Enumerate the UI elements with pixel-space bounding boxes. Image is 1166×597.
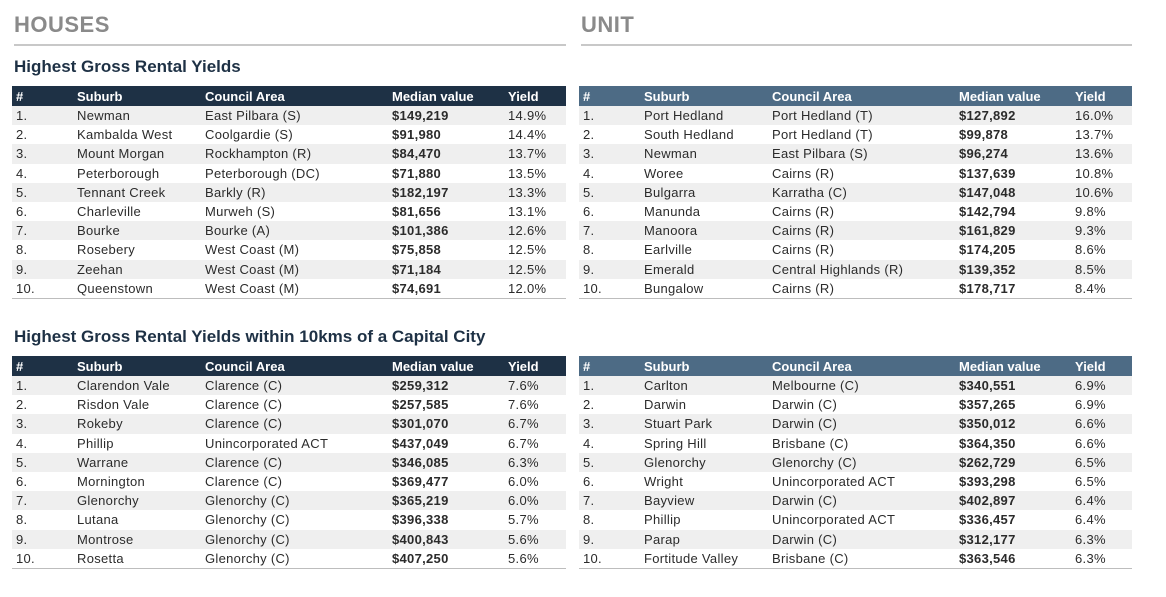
cell-median-value: $139,352 (955, 260, 1071, 279)
cell-council-area: Glenorchy (C) (768, 453, 955, 472)
cell-suburb: Rosebery (73, 240, 201, 259)
header-rank: # (12, 86, 73, 106)
houses-divider (14, 44, 566, 46)
table-row (12, 434, 566, 453)
cell-yield: 12.6% (504, 221, 566, 240)
cell-council-area: West Coast (M) (201, 260, 388, 279)
cell-median-value: $346,085 (388, 453, 504, 472)
table-header-row (579, 356, 1132, 376)
table-row (12, 453, 566, 472)
cell-council-area: Unincorporated ACT (768, 510, 955, 529)
table-row (579, 376, 1132, 395)
cell-rank: 10. (12, 279, 73, 299)
header-rank: # (12, 356, 73, 376)
cell-yield: 6.5% (1071, 453, 1132, 472)
cell-median-value: $357,265 (955, 395, 1071, 414)
cell-yield: 6.3% (504, 453, 566, 472)
units-capital-yields-table (579, 356, 1132, 569)
cell-yield: 6.6% (1071, 434, 1132, 453)
cell-rank: 9. (12, 530, 73, 549)
section-title-capital-city-yields: Highest Gross Rental Yields within 10kms of a Capital City (14, 327, 486, 346)
cell-rank: 4. (12, 164, 73, 183)
cell-council-area: Darwin (C) (768, 395, 955, 414)
cell-council-area: Darwin (C) (768, 491, 955, 510)
cell-suburb: Phillip (73, 434, 201, 453)
cell-yield: 13.6% (1071, 144, 1132, 163)
cell-median-value: $400,843 (388, 530, 504, 549)
houses-yields-table (12, 86, 566, 299)
cell-council-area: Glenorchy (C) (201, 491, 388, 510)
cell-yield: 6.3% (1071, 530, 1132, 549)
table-row (12, 549, 566, 569)
table-row (579, 549, 1132, 569)
cell-council-area: East Pilbara (S) (768, 144, 955, 163)
cell-suburb: Newman (73, 106, 201, 125)
cell-council-area: Brisbane (C) (768, 434, 955, 453)
header-yield: Yield (504, 356, 566, 376)
cell-yield: 6.6% (1071, 414, 1132, 433)
table-row (579, 125, 1132, 144)
table-row (12, 125, 566, 144)
cell-rank: 8. (579, 510, 640, 529)
cell-suburb: Glenorchy (73, 491, 201, 510)
table-row (12, 202, 566, 221)
table-row (12, 530, 566, 549)
header-yield: Yield (1071, 356, 1132, 376)
cell-council-area: Cairns (R) (768, 279, 955, 299)
unit-heading: UNIT (581, 12, 635, 37)
table-row (579, 279, 1132, 299)
cell-council-area: Brisbane (C) (768, 549, 955, 569)
header-council-area: Council Area (768, 356, 955, 376)
table-row (12, 376, 566, 395)
cell-median-value: $96,274 (955, 144, 1071, 163)
cell-median-value: $393,298 (955, 472, 1071, 491)
cell-rank: 5. (12, 453, 73, 472)
cell-yield: 7.6% (504, 376, 566, 395)
cell-suburb: Peterborough (73, 164, 201, 183)
cell-yield: 13.7% (1071, 125, 1132, 144)
cell-rank: 6. (12, 472, 73, 491)
cell-rank: 5. (579, 453, 640, 472)
cell-yield: 16.0% (1071, 106, 1132, 125)
cell-council-area: Darwin (C) (768, 530, 955, 549)
cell-yield: 8.5% (1071, 260, 1132, 279)
cell-median-value: $336,457 (955, 510, 1071, 529)
cell-suburb: Earlville (640, 240, 768, 259)
header-median-value: Median value (388, 86, 504, 106)
cell-median-value: $174,205 (955, 240, 1071, 259)
cell-yield: 5.6% (504, 530, 566, 549)
cell-suburb: Woree (640, 164, 768, 183)
table-row (12, 472, 566, 491)
header-median-value: Median value (388, 356, 504, 376)
table-row (579, 164, 1132, 183)
cell-council-area: Glenorchy (C) (201, 530, 388, 549)
header-yield: Yield (504, 86, 566, 106)
cell-median-value: $301,070 (388, 414, 504, 433)
table-row (579, 260, 1132, 279)
cell-suburb: Glenorchy (640, 453, 768, 472)
cell-median-value: $312,177 (955, 530, 1071, 549)
cell-rank: 8. (579, 240, 640, 259)
table-row (579, 221, 1132, 240)
cell-council-area: Port Hedland (T) (768, 106, 955, 125)
table-row (12, 414, 566, 433)
table-row (579, 510, 1132, 529)
cell-council-area: Central Highlands (R) (768, 260, 955, 279)
cell-yield: 8.4% (1071, 279, 1132, 299)
cell-council-area: Clarence (C) (201, 376, 388, 395)
cell-suburb: Rokeby (73, 414, 201, 433)
cell-suburb: South Hedland (640, 125, 768, 144)
cell-yield: 6.7% (504, 414, 566, 433)
cell-council-area: Darwin (C) (768, 414, 955, 433)
cell-median-value: $396,338 (388, 510, 504, 529)
cell-median-value: $142,794 (955, 202, 1071, 221)
cell-suburb: Charleville (73, 202, 201, 221)
cell-yield: 12.5% (504, 260, 566, 279)
table-row (12, 183, 566, 202)
table-row (579, 202, 1132, 221)
cell-median-value: $350,012 (955, 414, 1071, 433)
cell-median-value: $369,477 (388, 472, 504, 491)
cell-suburb: Port Hedland (640, 106, 768, 125)
cell-suburb: Parap (640, 530, 768, 549)
cell-median-value: $101,386 (388, 221, 504, 240)
cell-suburb: Wright (640, 472, 768, 491)
cell-council-area: Clarence (C) (201, 414, 388, 433)
cell-median-value: $178,717 (955, 279, 1071, 299)
cell-yield: 13.7% (504, 144, 566, 163)
cell-median-value: $257,585 (388, 395, 504, 414)
cell-yield: 9.3% (1071, 221, 1132, 240)
cell-council-area: East Pilbara (S) (201, 106, 388, 125)
cell-rank: 2. (579, 395, 640, 414)
table-row (579, 472, 1132, 491)
cell-council-area: Bourke (A) (201, 221, 388, 240)
cell-rank: 9. (579, 260, 640, 279)
cell-yield: 6.4% (1071, 491, 1132, 510)
table-row (12, 221, 566, 240)
table-row (579, 395, 1132, 414)
cell-suburb: Zeehan (73, 260, 201, 279)
cell-rank: 7. (579, 491, 640, 510)
cell-rank: 2. (12, 395, 73, 414)
table-header-row (12, 356, 566, 376)
table-header-row (12, 86, 566, 106)
cell-rank: 10. (579, 279, 640, 299)
cell-rank: 2. (12, 125, 73, 144)
cell-rank: 8. (12, 240, 73, 259)
cell-rank: 4. (579, 434, 640, 453)
cell-rank: 5. (579, 183, 640, 202)
cell-yield: 7.6% (504, 395, 566, 414)
header-suburb: Suburb (73, 356, 201, 376)
cell-yield: 6.3% (1071, 549, 1132, 569)
cell-yield: 5.6% (504, 549, 566, 569)
cell-median-value: $407,250 (388, 549, 504, 569)
cell-rank: 4. (12, 434, 73, 453)
cell-rank: 5. (12, 183, 73, 202)
cell-median-value: $437,049 (388, 434, 504, 453)
cell-rank: 8. (12, 510, 73, 529)
cell-yield: 14.4% (504, 125, 566, 144)
cell-yield: 9.8% (1071, 202, 1132, 221)
table-row (12, 144, 566, 163)
cell-rank: 10. (579, 549, 640, 569)
cell-council-area: Cairns (R) (768, 202, 955, 221)
cell-suburb: Queenstown (73, 279, 201, 299)
cell-rank: 10. (12, 549, 73, 569)
cell-council-area: Murweh (S) (201, 202, 388, 221)
table-row (12, 510, 566, 529)
header-suburb: Suburb (640, 356, 768, 376)
cell-suburb: Bourke (73, 221, 201, 240)
cell-median-value: $137,639 (955, 164, 1071, 183)
header-rank: # (579, 356, 640, 376)
cell-suburb: Spring Hill (640, 434, 768, 453)
cell-median-value: $365,219 (388, 491, 504, 510)
cell-suburb: Mount Morgan (73, 144, 201, 163)
houses-capital-yields-table (12, 356, 566, 569)
cell-rank: 7. (12, 491, 73, 510)
cell-median-value: $262,729 (955, 453, 1071, 472)
cell-median-value: $182,197 (388, 183, 504, 202)
table-row (579, 453, 1132, 472)
cell-yield: 10.8% (1071, 164, 1132, 183)
cell-yield: 10.6% (1071, 183, 1132, 202)
cell-yield: 12.5% (504, 240, 566, 259)
cell-suburb: Tennant Creek (73, 183, 201, 202)
cell-rank: 9. (12, 260, 73, 279)
cell-rank: 6. (579, 202, 640, 221)
cell-suburb: Rosetta (73, 549, 201, 569)
cell-median-value: $75,858 (388, 240, 504, 259)
table-row (12, 395, 566, 414)
table-row (12, 279, 566, 299)
cell-council-area: Unincorporated ACT (201, 434, 388, 453)
cell-median-value: $402,897 (955, 491, 1071, 510)
table-row (579, 491, 1132, 510)
cell-suburb: Newman (640, 144, 768, 163)
cell-suburb: Emerald (640, 260, 768, 279)
cell-suburb: Montrose (73, 530, 201, 549)
cell-council-area: West Coast (M) (201, 240, 388, 259)
cell-suburb: Manoora (640, 221, 768, 240)
table-row (579, 106, 1132, 125)
cell-yield: 13.1% (504, 202, 566, 221)
cell-council-area: Port Hedland (T) (768, 125, 955, 144)
cell-median-value: $259,312 (388, 376, 504, 395)
cell-median-value: $91,980 (388, 125, 504, 144)
houses-heading: HOUSES (14, 12, 110, 37)
cell-council-area: Coolgardie (S) (201, 125, 388, 144)
cell-suburb: Stuart Park (640, 414, 768, 433)
cell-suburb: Manunda (640, 202, 768, 221)
table-row (12, 240, 566, 259)
cell-rank: 6. (12, 202, 73, 221)
cell-council-area: Unincorporated ACT (768, 472, 955, 491)
cell-yield: 6.9% (1071, 376, 1132, 395)
unit-divider (581, 44, 1132, 46)
table-row (579, 530, 1132, 549)
cell-rank: 3. (12, 414, 73, 433)
cell-yield: 6.5% (1071, 472, 1132, 491)
cell-suburb: Risdon Vale (73, 395, 201, 414)
table-row (579, 434, 1132, 453)
cell-median-value: $71,184 (388, 260, 504, 279)
header-council-area: Council Area (768, 86, 955, 106)
table-row (12, 164, 566, 183)
cell-rank: 7. (12, 221, 73, 240)
cell-yield: 6.0% (504, 491, 566, 510)
cell-suburb: Fortitude Valley (640, 549, 768, 569)
cell-council-area: Cairns (R) (768, 221, 955, 240)
cell-yield: 6.0% (504, 472, 566, 491)
header-suburb: Suburb (640, 86, 768, 106)
cell-rank: 4. (579, 164, 640, 183)
table-row (12, 260, 566, 279)
table-header-row (579, 86, 1132, 106)
cell-council-area: Cairns (R) (768, 240, 955, 259)
cell-yield: 6.4% (1071, 510, 1132, 529)
cell-council-area: Karratha (C) (768, 183, 955, 202)
cell-suburb: Darwin (640, 395, 768, 414)
cell-suburb: Mornington (73, 472, 201, 491)
cell-median-value: $99,878 (955, 125, 1071, 144)
cell-median-value: $74,691 (388, 279, 504, 299)
cell-median-value: $364,350 (955, 434, 1071, 453)
cell-suburb: Bulgarra (640, 183, 768, 202)
cell-suburb: Phillip (640, 510, 768, 529)
cell-rank: 9. (579, 530, 640, 549)
cell-rank: 1. (12, 376, 73, 395)
cell-council-area: Clarence (C) (201, 453, 388, 472)
cell-median-value: $363,546 (955, 549, 1071, 569)
cell-council-area: Clarence (C) (201, 472, 388, 491)
section-title-highest-yields: Highest Gross Rental Yields (14, 57, 241, 76)
table-row (579, 240, 1132, 259)
cell-suburb: Warrane (73, 453, 201, 472)
table-row (579, 144, 1132, 163)
cell-council-area: Glenorchy (C) (201, 510, 388, 529)
cell-rank: 3. (579, 144, 640, 163)
cell-yield: 14.9% (504, 106, 566, 125)
header-rank: # (579, 86, 640, 106)
cell-median-value: $71,880 (388, 164, 504, 183)
units-yields-table (579, 86, 1132, 299)
cell-rank: 3. (579, 414, 640, 433)
cell-council-area: West Coast (M) (201, 279, 388, 299)
cell-yield: 13.5% (504, 164, 566, 183)
header-median-value: Median value (955, 86, 1071, 106)
cell-suburb: Clarendon Vale (73, 376, 201, 395)
cell-suburb: Kambalda West (73, 125, 201, 144)
table-row (12, 491, 566, 510)
cell-council-area: Peterborough (DC) (201, 164, 388, 183)
cell-median-value: $149,219 (388, 106, 504, 125)
cell-rank: 6. (579, 472, 640, 491)
cell-median-value: $161,829 (955, 221, 1071, 240)
cell-yield: 8.6% (1071, 240, 1132, 259)
table-row (579, 414, 1132, 433)
cell-yield: 13.3% (504, 183, 566, 202)
cell-yield: 12.0% (504, 279, 566, 299)
cell-rank: 7. (579, 221, 640, 240)
cell-rank: 1. (579, 106, 640, 125)
cell-median-value: $340,551 (955, 376, 1071, 395)
cell-council-area: Barkly (R) (201, 183, 388, 202)
cell-rank: 1. (579, 376, 640, 395)
cell-rank: 3. (12, 144, 73, 163)
cell-council-area: Glenorchy (C) (201, 549, 388, 569)
cell-median-value: $147,048 (955, 183, 1071, 202)
header-suburb: Suburb (73, 86, 201, 106)
header-council-area: Council Area (201, 86, 388, 106)
cell-median-value: $84,470 (388, 144, 504, 163)
cell-yield: 6.9% (1071, 395, 1132, 414)
cell-suburb: Bayview (640, 491, 768, 510)
cell-council-area: Rockhampton (R) (201, 144, 388, 163)
cell-rank: 1. (12, 106, 73, 125)
header-median-value: Median value (955, 356, 1071, 376)
cell-yield: 5.7% (504, 510, 566, 529)
header-council-area: Council Area (201, 356, 388, 376)
cell-median-value: $127,892 (955, 106, 1071, 125)
table-row (579, 183, 1132, 202)
cell-rank: 2. (579, 125, 640, 144)
header-yield: Yield (1071, 86, 1132, 106)
cell-suburb: Carlton (640, 376, 768, 395)
cell-yield: 6.7% (504, 434, 566, 453)
cell-suburb: Lutana (73, 510, 201, 529)
cell-suburb: Bungalow (640, 279, 768, 299)
cell-council-area: Melbourne (C) (768, 376, 955, 395)
table-row (12, 106, 566, 125)
cell-council-area: Cairns (R) (768, 164, 955, 183)
cell-council-area: Clarence (C) (201, 395, 388, 414)
cell-median-value: $81,656 (388, 202, 504, 221)
